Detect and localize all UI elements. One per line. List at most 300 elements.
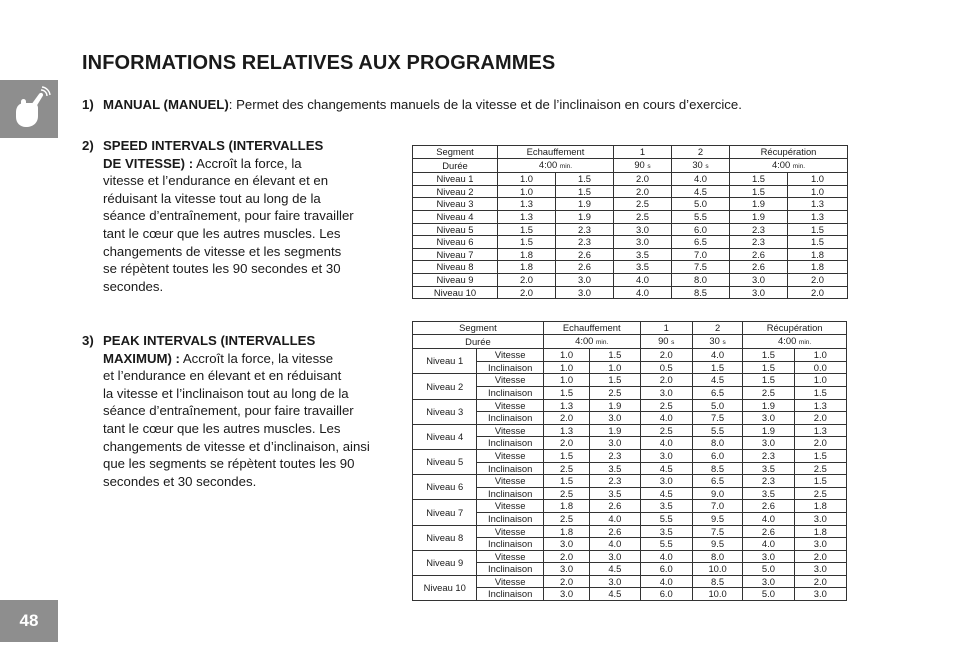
speed-value-cell: 2.6 xyxy=(556,261,614,274)
section-heading: SPEED INTERVALS (INTERVALLES xyxy=(103,138,324,153)
level-speed-row xyxy=(413,575,847,588)
incline-value-cell: 0.0 xyxy=(794,361,846,374)
metric-label: Vitesse xyxy=(477,525,543,538)
level-label: Niveau 3 xyxy=(413,399,477,424)
hand-pointer-icon xyxy=(6,86,52,132)
incline-value-cell: 4.0 xyxy=(743,538,794,551)
speed-value-cell: 5.5 xyxy=(692,424,742,437)
incline-value-cell: 2.5 xyxy=(543,487,589,500)
metric-label: Vitesse xyxy=(477,575,543,588)
body-line: secondes. xyxy=(103,278,164,294)
peak-intervals-table xyxy=(412,321,847,601)
speed-value-cell: 1.9 xyxy=(743,424,794,437)
speed-intervals-table xyxy=(412,145,848,299)
header-cell: Segment xyxy=(413,322,544,335)
speed-value-cell: 1.8 xyxy=(498,248,556,261)
level-label: Niveau 10 xyxy=(413,286,498,299)
speed-value-cell: 2.0 xyxy=(614,185,672,198)
level-incline-row xyxy=(413,487,847,500)
header-cell: 2 xyxy=(672,146,730,159)
speed-value-cell: 2.3 xyxy=(590,449,640,462)
incline-value-cell: 1.0 xyxy=(590,361,640,374)
section-number: 1) xyxy=(82,97,94,112)
incline-value-cell: 3.0 xyxy=(794,588,846,601)
speed-value-cell: 2.6 xyxy=(743,525,794,538)
speed-value-cell: 2.5 xyxy=(614,210,672,223)
incline-value-cell: 3.5 xyxy=(743,487,794,500)
speed-value-cell: 2.3 xyxy=(556,236,614,249)
speed-value-cell: 1.5 xyxy=(590,374,640,387)
incline-value-cell: 6.0 xyxy=(640,588,692,601)
level-incline-row xyxy=(413,512,847,525)
table-header-row xyxy=(413,322,847,335)
incline-value-cell: 2.0 xyxy=(543,437,589,450)
section-heading: DE VITESSE) : xyxy=(103,155,194,171)
speed-value-cell: 1.5 xyxy=(543,449,589,462)
metric-label: Vitesse xyxy=(477,550,543,563)
speed-value-cell: 1.5 xyxy=(730,185,788,198)
side-tab xyxy=(0,80,58,138)
incline-value-cell: 8.0 xyxy=(692,437,742,450)
speed-value-cell: 1.0 xyxy=(794,349,846,362)
incline-value-cell: 3.0 xyxy=(543,588,589,601)
speed-value-cell: 4.0 xyxy=(614,286,672,299)
speed-value-cell: 6.0 xyxy=(692,449,742,462)
header-cell: Echauffement xyxy=(498,146,614,159)
body-line: réduisant la vitesse tout au long de la xyxy=(103,190,321,206)
speed-value-cell: 1.8 xyxy=(788,248,848,261)
level-row xyxy=(413,198,848,211)
duration-unit: min. xyxy=(559,162,573,170)
speed-value-cell: 7.5 xyxy=(672,261,730,274)
speed-value-cell: 4.0 xyxy=(692,349,742,362)
speed-value-cell: 2.5 xyxy=(640,424,692,437)
level-row xyxy=(413,185,848,198)
speed-value-cell: 7.0 xyxy=(692,500,742,513)
duration-value: 4:00 xyxy=(538,158,558,170)
section-number: 2) xyxy=(82,138,94,153)
section-text: : Permet des changements manuels de la vitesse et de l’inclinaison en cours d’exercice. xyxy=(228,97,742,112)
body-line: tant le cœur que les autres muscles. Les xyxy=(103,420,341,436)
speed-value-cell: 3.0 xyxy=(730,286,788,299)
speed-value-cell: 1.3 xyxy=(498,198,556,211)
level-label: Niveau 5 xyxy=(413,223,498,236)
incline-value-cell: 2.0 xyxy=(794,412,846,425)
incline-value-cell: 2.5 xyxy=(794,487,846,500)
header-cell: Récupération xyxy=(730,146,848,159)
incline-value-cell: 3.0 xyxy=(743,437,794,450)
level-label: Niveau 6 xyxy=(413,475,477,500)
incline-value-cell: 3.0 xyxy=(543,563,589,576)
speed-value-cell: 1.9 xyxy=(590,399,640,412)
speed-value-cell: 1.8 xyxy=(498,261,556,274)
speed-value-cell: 1.8 xyxy=(794,525,846,538)
duration-cell xyxy=(730,158,848,173)
level-label: Niveau 8 xyxy=(413,525,477,550)
body-line: que les segments se répètent toutes les 90 xyxy=(103,456,355,472)
duration-row xyxy=(413,334,847,349)
metric-label: Inclinaison xyxy=(477,512,543,525)
incline-value-cell: 3.0 xyxy=(794,538,846,551)
speed-value-cell: 1.8 xyxy=(543,500,589,513)
speed-value-cell: 2.0 xyxy=(498,286,556,299)
level-label: Niveau 9 xyxy=(413,273,498,286)
speed-value-cell: 1.8 xyxy=(543,525,589,538)
body-line: changements de vitesse et les segments xyxy=(103,243,342,259)
level-incline-row xyxy=(413,462,847,475)
level-row xyxy=(413,248,848,261)
incline-value-cell: 3.5 xyxy=(743,462,794,475)
metric-label: Inclinaison xyxy=(477,437,543,450)
body-line: se répètent toutes les 90 secondes et 30 xyxy=(103,261,341,277)
metric-label: Inclinaison xyxy=(477,487,543,500)
incline-value-cell: 9.0 xyxy=(692,487,742,500)
incline-value-cell: 1.5 xyxy=(692,361,742,374)
speed-value-cell: 1.0 xyxy=(794,374,846,387)
speed-value-cell: 3.5 xyxy=(640,525,692,538)
duration-row xyxy=(413,158,848,173)
speed-value-cell: 1.5 xyxy=(794,475,846,488)
level-label: Niveau 5 xyxy=(413,449,477,474)
incline-value-cell: 2.5 xyxy=(590,386,640,399)
speed-value-cell: 2.3 xyxy=(743,475,794,488)
metric-label: Vitesse xyxy=(477,399,543,412)
incline-value-cell: 1.5 xyxy=(743,361,794,374)
header-cell: Echauffement xyxy=(543,322,640,335)
header-cell: 2 xyxy=(692,322,742,335)
speed-value-cell: 1.5 xyxy=(794,449,846,462)
speed-value-cell: 1.5 xyxy=(498,223,556,236)
metric-label: Vitesse xyxy=(477,449,543,462)
speed-value-cell: 1.0 xyxy=(543,374,589,387)
incline-value-cell: 4.0 xyxy=(743,512,794,525)
duration-value: 30 xyxy=(692,158,703,170)
body-line: et l’endurance en élevant et en réduisant xyxy=(103,368,342,384)
speed-value-cell: 8.0 xyxy=(692,550,742,563)
speed-value-cell: 2.0 xyxy=(794,550,846,563)
body-line: Accroît la force, la vitesse xyxy=(179,350,334,366)
incline-value-cell: 5.0 xyxy=(743,563,794,576)
body-line: séance d’entraînement, pour faire travailler xyxy=(103,403,354,419)
incline-value-cell: 4.5 xyxy=(640,462,692,475)
incline-value-cell: 7.5 xyxy=(692,412,742,425)
incline-value-cell: 1.0 xyxy=(543,361,589,374)
level-speed-row xyxy=(413,525,847,538)
speed-value-cell: 3.0 xyxy=(590,575,640,588)
incline-value-cell: 1.5 xyxy=(794,386,846,399)
metric-label: Vitesse xyxy=(477,500,543,513)
speed-value-cell: 1.5 xyxy=(543,475,589,488)
metric-label: Inclinaison xyxy=(477,412,543,425)
speed-value-cell: 3.0 xyxy=(640,449,692,462)
level-speed-row xyxy=(413,424,847,437)
speed-value-cell: 4.0 xyxy=(640,575,692,588)
level-speed-row xyxy=(413,449,847,462)
speed-value-cell: 2.0 xyxy=(614,173,672,186)
speed-value-cell: 2.6 xyxy=(590,500,640,513)
incline-value-cell: 4.5 xyxy=(590,563,640,576)
section-number: 3) xyxy=(82,333,94,348)
level-label: Niveau 4 xyxy=(413,424,477,449)
incline-value-cell: 9.5 xyxy=(692,512,742,525)
speed-value-cell: 1.5 xyxy=(743,374,794,387)
section-peak-intervals xyxy=(82,332,382,490)
level-label: Niveau 10 xyxy=(413,575,477,600)
level-incline-row xyxy=(413,361,847,374)
speed-value-cell: 5.0 xyxy=(672,198,730,211)
duration-unit: min. xyxy=(596,338,609,346)
speed-value-cell: 2.3 xyxy=(556,223,614,236)
body-line: la vitesse et l’inclinaison tout au long de la xyxy=(103,385,349,401)
duration-cell xyxy=(614,158,672,173)
speed-value-cell: 1.0 xyxy=(498,173,556,186)
section-heading: MANUAL (MANUEL) xyxy=(103,97,229,112)
speed-value-cell: 6.0 xyxy=(672,223,730,236)
speed-value-cell: 1.5 xyxy=(556,185,614,198)
speed-value-cell: 3.0 xyxy=(730,273,788,286)
peak-intervals-table-wrap xyxy=(412,321,847,601)
metric-label: Inclinaison xyxy=(477,563,543,576)
incline-value-cell: 3.0 xyxy=(743,412,794,425)
speed-value-cell: 1.8 xyxy=(788,261,848,274)
speed-value-cell: 3.0 xyxy=(614,236,672,249)
speed-value-cell: 6.5 xyxy=(672,236,730,249)
speed-value-cell: 1.5 xyxy=(498,236,556,249)
speed-value-cell: 3.0 xyxy=(640,475,692,488)
body-line: séance d’entraînement, pour faire travailler xyxy=(103,208,354,224)
duration-cell xyxy=(498,158,614,173)
speed-value-cell: 3.0 xyxy=(556,273,614,286)
incline-value-cell: 3.0 xyxy=(794,512,846,525)
speed-value-cell: 2.6 xyxy=(590,525,640,538)
speed-value-cell: 1.0 xyxy=(498,185,556,198)
level-label: Niveau 3 xyxy=(413,198,498,211)
speed-value-cell: 1.3 xyxy=(543,424,589,437)
metric-label: Vitesse xyxy=(477,475,543,488)
metric-label: Inclinaison xyxy=(477,386,543,399)
speed-value-cell: 2.0 xyxy=(794,575,846,588)
metric-label: Vitesse xyxy=(477,374,543,387)
speed-value-cell: 1.0 xyxy=(543,349,589,362)
speed-value-cell: 2.3 xyxy=(590,475,640,488)
level-incline-row xyxy=(413,386,847,399)
duration-label: Durée xyxy=(413,158,498,173)
section-speed-intervals xyxy=(82,137,382,295)
incline-value-cell: 4.0 xyxy=(640,412,692,425)
incline-value-cell: 4.5 xyxy=(590,588,640,601)
incline-value-cell: 5.5 xyxy=(640,512,692,525)
duration-cell xyxy=(543,334,640,349)
incline-value-cell: 3.0 xyxy=(794,563,846,576)
speed-value-cell: 1.9 xyxy=(556,198,614,211)
speed-value-cell: 1.3 xyxy=(788,210,848,223)
level-label: Niveau 4 xyxy=(413,210,498,223)
body-line: secondes et 30 secondes. xyxy=(103,473,257,489)
speed-value-cell: 4.0 xyxy=(640,550,692,563)
page-number: 48 xyxy=(0,600,58,642)
incline-value-cell: 2.5 xyxy=(543,512,589,525)
speed-value-cell: 2.0 xyxy=(640,374,692,387)
level-incline-row xyxy=(413,412,847,425)
speed-value-cell: 1.3 xyxy=(498,210,556,223)
table-header-row xyxy=(413,146,848,159)
level-row xyxy=(413,173,848,186)
speed-value-cell: 2.0 xyxy=(640,349,692,362)
speed-value-cell: 2.5 xyxy=(614,198,672,211)
speed-value-cell: 3.0 xyxy=(556,286,614,299)
speed-value-cell: 2.0 xyxy=(543,575,589,588)
speed-value-cell: 1.9 xyxy=(730,210,788,223)
incline-value-cell: 6.0 xyxy=(640,563,692,576)
incline-value-cell: 6.5 xyxy=(692,386,742,399)
duration-cell xyxy=(692,334,742,349)
duration-value: 4:00 xyxy=(575,334,594,346)
level-incline-row xyxy=(413,563,847,576)
body-line: Accroît la force, la xyxy=(193,155,302,171)
metric-label: Inclinaison xyxy=(477,361,543,374)
incline-value-cell: 8.5 xyxy=(692,462,742,475)
level-row xyxy=(413,261,848,274)
level-label: Niveau 7 xyxy=(413,500,477,525)
speed-value-cell: 1.5 xyxy=(788,223,848,236)
speed-value-cell: 2.5 xyxy=(640,399,692,412)
incline-value-cell: 0.5 xyxy=(640,361,692,374)
incline-value-cell: 10.0 xyxy=(692,563,742,576)
speed-value-cell: 5.0 xyxy=(692,399,742,412)
speed-intervals-table-wrap xyxy=(412,145,848,299)
level-label: Niveau 1 xyxy=(413,349,477,374)
duration-unit: min. xyxy=(792,162,806,170)
incline-value-cell: 3.5 xyxy=(590,462,640,475)
speed-value-cell: 2.0 xyxy=(543,550,589,563)
speed-value-cell: 1.8 xyxy=(794,500,846,513)
speed-value-cell: 3.0 xyxy=(743,575,794,588)
speed-value-cell: 1.0 xyxy=(788,185,848,198)
speed-value-cell: 2.6 xyxy=(730,261,788,274)
speed-value-cell: 3.0 xyxy=(743,550,794,563)
page-title: INFORMATIONS RELATIVES AUX PROGRAMMES xyxy=(82,52,556,74)
duration-cell xyxy=(672,158,730,173)
incline-value-cell: 3.0 xyxy=(590,437,640,450)
duration-value: 90 xyxy=(658,334,669,346)
duration-unit: min. xyxy=(798,338,812,346)
level-speed-row xyxy=(413,550,847,563)
incline-value-cell: 4.0 xyxy=(640,437,692,450)
duration-value: 90 xyxy=(634,158,645,170)
body-line: vitesse et l’endurance en élevant et en xyxy=(103,173,329,189)
duration-value: 4:00 xyxy=(778,334,797,346)
section-manual xyxy=(82,97,742,112)
incline-value-cell: 10.0 xyxy=(692,588,742,601)
speed-value-cell: 3.0 xyxy=(614,223,672,236)
level-label: Niveau 7 xyxy=(413,248,498,261)
metric-label: Inclinaison xyxy=(477,462,543,475)
speed-value-cell: 1.9 xyxy=(590,424,640,437)
speed-value-cell: 2.6 xyxy=(556,248,614,261)
level-speed-row xyxy=(413,399,847,412)
speed-value-cell: 5.5 xyxy=(672,210,730,223)
duration-label: Durée xyxy=(413,334,544,349)
speed-value-cell: 2.6 xyxy=(743,500,794,513)
speed-value-cell: 4.5 xyxy=(672,185,730,198)
duration-value: 4:00 xyxy=(771,158,791,170)
level-label: Niveau 8 xyxy=(413,261,498,274)
speed-value-cell: 2.3 xyxy=(730,236,788,249)
speed-value-cell: 1.5 xyxy=(788,236,848,249)
level-row xyxy=(413,223,848,236)
incline-value-cell: 3.0 xyxy=(590,412,640,425)
speed-value-cell: 4.5 xyxy=(692,374,742,387)
level-label: Niveau 1 xyxy=(413,173,498,186)
body-line: changements de vitesse et d’inclinaison, ainsi xyxy=(103,438,370,454)
level-speed-row xyxy=(413,500,847,513)
level-label: Niveau 6 xyxy=(413,236,498,249)
incline-value-cell: 4.5 xyxy=(640,487,692,500)
speed-value-cell: 8.0 xyxy=(672,273,730,286)
header-cell: 1 xyxy=(614,146,672,159)
speed-value-cell: 2.0 xyxy=(498,273,556,286)
speed-value-cell: 7.5 xyxy=(692,525,742,538)
level-row xyxy=(413,236,848,249)
section-heading: PEAK INTERVALS (INTERVALLES xyxy=(103,333,316,348)
speed-value-cell: 1.3 xyxy=(794,424,846,437)
incline-value-cell: 2.5 xyxy=(743,386,794,399)
incline-value-cell: 2.5 xyxy=(794,462,846,475)
speed-value-cell: 1.9 xyxy=(556,210,614,223)
speed-value-cell: 7.0 xyxy=(672,248,730,261)
level-speed-row xyxy=(413,374,847,387)
incline-value-cell: 1.5 xyxy=(543,386,589,399)
body-line: tant le cœur que les autres muscles. Les xyxy=(103,225,341,241)
incline-value-cell: 2.5 xyxy=(543,462,589,475)
incline-value-cell: 5.5 xyxy=(640,538,692,551)
duration-unit: s xyxy=(722,338,726,346)
duration-unit: s xyxy=(671,338,675,346)
speed-value-cell: 4.0 xyxy=(672,173,730,186)
speed-value-cell: 3.5 xyxy=(640,500,692,513)
speed-value-cell: 2.3 xyxy=(743,449,794,462)
duration-cell xyxy=(640,334,692,349)
speed-value-cell: 8.5 xyxy=(672,286,730,299)
level-label: Niveau 2 xyxy=(413,374,477,399)
speed-value-cell: 1.5 xyxy=(730,173,788,186)
speed-value-cell: 1.5 xyxy=(743,349,794,362)
metric-label: Inclinaison xyxy=(477,588,543,601)
incline-value-cell: 3.5 xyxy=(590,487,640,500)
duration-cell xyxy=(743,334,847,349)
incline-value-cell: 2.0 xyxy=(543,412,589,425)
level-incline-row xyxy=(413,588,847,601)
metric-label: Vitesse xyxy=(477,424,543,437)
speed-value-cell: 4.0 xyxy=(614,273,672,286)
speed-value-cell: 1.3 xyxy=(794,399,846,412)
incline-value-cell: 3.0 xyxy=(640,386,692,399)
incline-value-cell: 3.0 xyxy=(543,538,589,551)
level-speed-row xyxy=(413,349,847,362)
speed-value-cell: 6.5 xyxy=(692,475,742,488)
level-row xyxy=(413,210,848,223)
level-incline-row xyxy=(413,538,847,551)
speed-value-cell: 3.0 xyxy=(590,550,640,563)
level-row xyxy=(413,286,848,299)
level-row xyxy=(413,273,848,286)
level-speed-row xyxy=(413,475,847,488)
speed-value-cell: 1.3 xyxy=(543,399,589,412)
header-cell: Récupération xyxy=(743,322,847,335)
speed-value-cell: 1.9 xyxy=(743,399,794,412)
speed-value-cell: 2.3 xyxy=(730,223,788,236)
section-heading: MAXIMUM) : xyxy=(103,350,180,366)
